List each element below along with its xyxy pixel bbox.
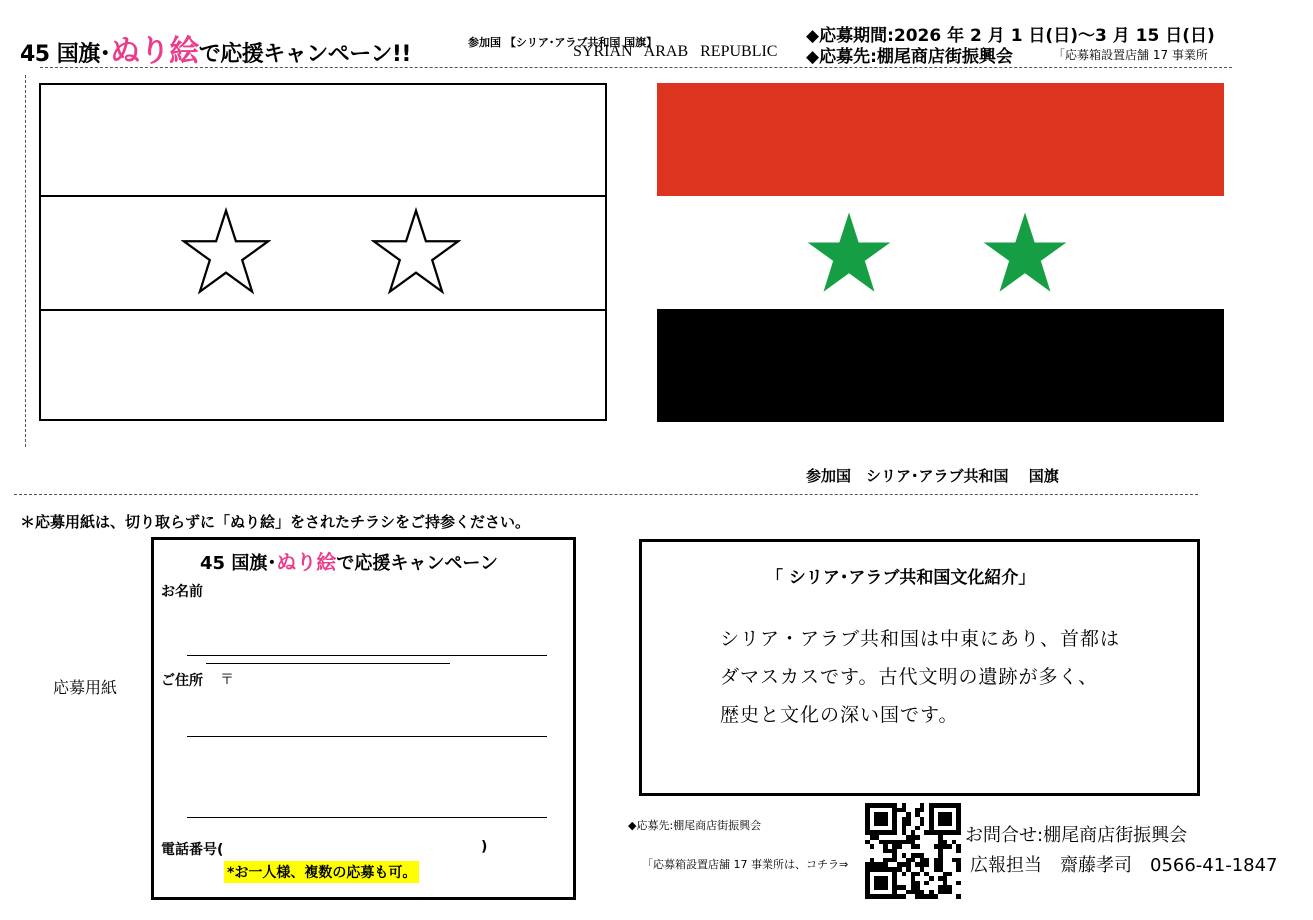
contact-text: お問合せ:棚尾商店街振興会 xyxy=(965,825,1188,846)
phone-close: ) xyxy=(481,839,488,855)
period-text: ◆応募期間:2026 年 2 月 1 日(日)～3 月 15 日(日) xyxy=(806,26,1215,46)
coloring-flag-stripe-line xyxy=(41,195,605,197)
instruction-text: ＊応募用紙は、切り取らずに「ぬり絵」をされたチラシをご持参ください。 xyxy=(20,513,531,531)
phone-label: 電話番号( xyxy=(161,842,224,858)
qr-code[interactable] xyxy=(865,803,961,899)
page-title-suffix: で応援キャンペーン!! xyxy=(198,42,411,67)
page-title-highlight: ぬり絵 xyxy=(110,34,199,69)
participant-label: 参加国 【シリア･アラブ共和国 国旗】 xyxy=(468,36,658,49)
page-title xyxy=(20,26,411,70)
cut-line-vertical xyxy=(25,75,26,447)
entry-form xyxy=(151,537,576,900)
outline-star-icon xyxy=(181,207,271,297)
multiple-entry-note: *お一人様、複数の応募も可。 xyxy=(224,861,419,883)
name-field-line[interactable] xyxy=(206,663,450,664)
footer-qr-note: 「応募箱設置店舗 17 事業所は、コチラ⇒ xyxy=(642,858,849,871)
culture-line: 歴史と文化の深い国です。 xyxy=(720,704,959,726)
address-field-line[interactable] xyxy=(187,736,547,737)
name-label: お名前 xyxy=(161,584,203,600)
address-field-line[interactable] xyxy=(187,817,547,818)
postal-mark: 〒 xyxy=(220,672,234,688)
header-divider xyxy=(40,67,1232,68)
green-star-icon xyxy=(805,209,893,297)
contact-person: 広報担当 齋藤孝司 0566-41-1847 xyxy=(970,855,1278,876)
entry-form-title xyxy=(200,546,498,575)
entry-form-title-suffix: で応援キャンペーン xyxy=(336,553,498,574)
green-star-icon xyxy=(981,209,1069,297)
address-label: ご住所 xyxy=(161,673,203,689)
page-title-prefix: 45 国旗･ xyxy=(20,42,111,67)
culture-title: 「 シリア･アラブ共和国文化紹介」 xyxy=(766,568,1036,588)
name-field-line[interactable] xyxy=(187,655,547,656)
entry-form-side-label: 応募用紙 xyxy=(53,678,118,697)
flag-white-stripe xyxy=(657,196,1224,309)
destination-box-text: 「応募箱設置店舗 17 事業所 xyxy=(1053,48,1208,62)
flag-black-stripe xyxy=(657,309,1224,422)
flag-red-stripe xyxy=(657,83,1224,196)
flag-caption: 参加国 シリア･アラブ共和国 国旗 xyxy=(806,467,1059,485)
coloring-flag-stripe-line xyxy=(41,309,605,311)
culture-line: シリア・アラブ共和国は中東にあり、首都は xyxy=(720,628,1121,650)
country-english: SYRIAN ARAB REPUBLIC xyxy=(573,43,778,60)
culture-box xyxy=(639,539,1200,796)
culture-line: ダマスカスです。古代文明の遺跡が多く、 xyxy=(720,666,1099,688)
syria-flag xyxy=(657,83,1224,422)
entry-form-title-highlight: ぬり絵 xyxy=(276,550,337,574)
footer-destination: ◆応募先:棚尾商店街振興会 xyxy=(628,819,762,832)
outline-star-icon xyxy=(371,207,461,297)
coloring-flag xyxy=(39,83,607,421)
cut-line-horizontal xyxy=(14,494,1198,495)
entry-form-title-prefix: 45 国旗･ xyxy=(200,553,277,574)
destination-text: ◆応募先:棚尾商店街振興会 xyxy=(806,47,1013,67)
